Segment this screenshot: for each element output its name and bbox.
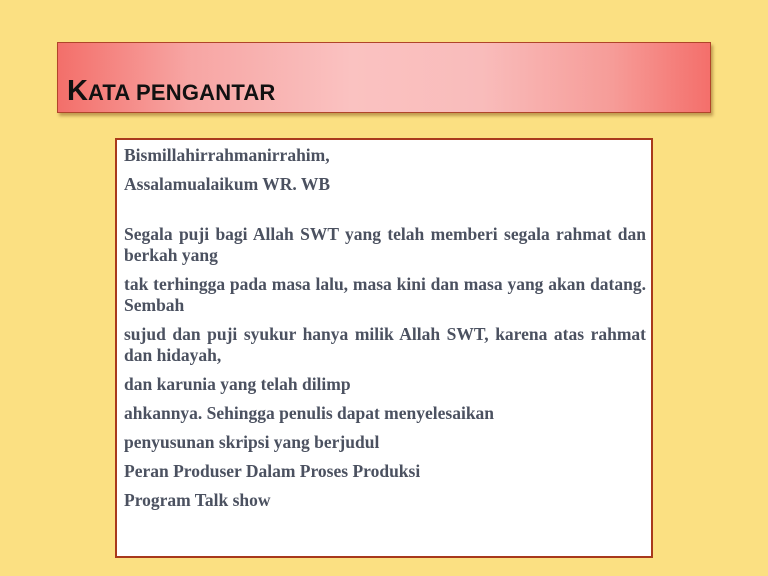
body-paragraph: dan karunia yang telah dilimp [124,374,351,394]
greeting-bismillah: Bismillahirrahmanirrahim, [124,145,330,165]
slide-title [67,73,276,106]
body-paragraph: tak terhingga pada masa lalu, masa kini dan masa yang akan datang. Sembah [124,274,646,315]
greeting-salam: Assalamualaikum WR. WB [124,174,331,194]
thesis-title-line: Program Talk show [124,490,271,510]
body-paragraph: ahkannya. Sehingga penulis dapat menyelesaikan [124,403,495,423]
body-paragraph: penyusunan skripsi yang berjudul [124,432,380,452]
slide-content-box [115,138,653,558]
slide-title-rest: ATA PENGANTAR [87,80,276,105]
slide-title-bar [57,42,711,113]
body-paragraph: Segala puji bagi Allah SWT yang telah memberi segala rahmat dan berkah yang [124,224,646,265]
slide-body [124,145,646,519]
slide-title-first-letter: K [67,75,88,107]
thesis-title-line: Peran Produser Dalam Proses Produksi [124,461,421,481]
body-paragraph: sujud dan puji syukur hanya milik Allah SWT, karena atas rahmat dan hidayah, [124,324,646,365]
